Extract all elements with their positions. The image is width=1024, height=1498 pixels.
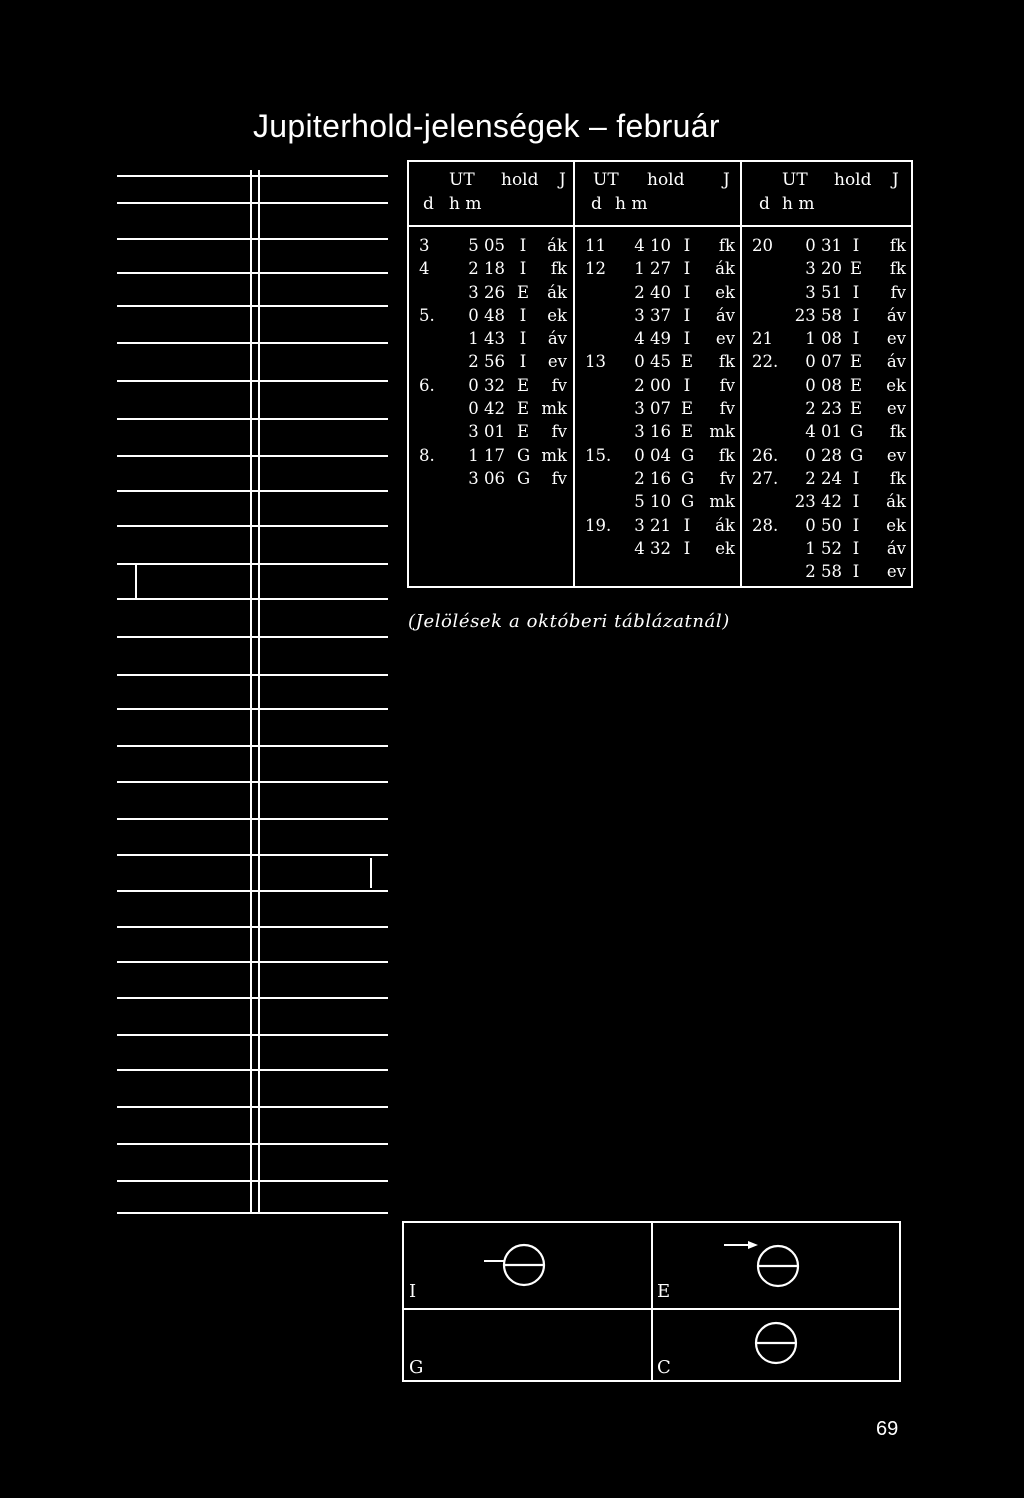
table-row <box>409 257 573 280</box>
day-cell: 27. <box>752 468 779 488</box>
moon-cell: G <box>850 422 864 442</box>
phenomenon-cell: ev <box>715 329 735 349</box>
margin-rule-vertical <box>135 565 137 600</box>
phenomenon-cell: fv <box>890 282 906 302</box>
header-hm: h m <box>615 194 648 214</box>
time-cell: 0 42 <box>468 399 505 419</box>
time-cell: 3 07 <box>634 399 671 419</box>
margin-rule-line <box>117 202 388 204</box>
day-cell: 26. <box>752 445 779 465</box>
moon-cell: I <box>852 492 860 512</box>
margin-rule-line <box>117 598 388 600</box>
header-ut: UT <box>782 170 808 190</box>
moon-cell: I <box>852 538 860 558</box>
header-ut: UT <box>593 170 619 190</box>
table-row <box>742 444 912 467</box>
page-title: Jupiterhold-jelenségek – február <box>253 108 720 144</box>
table-row <box>575 281 740 304</box>
phenomenon-cell: ev <box>547 352 567 372</box>
day-cell: 20 <box>752 236 773 255</box>
margin-rule-line <box>117 926 388 928</box>
table-row <box>575 374 740 397</box>
margin-rule-line <box>117 1106 388 1108</box>
phenomenon-cell: fk <box>718 445 735 465</box>
phenomenon-cell: fk <box>889 259 906 279</box>
phenomenon-cell: ev <box>886 562 906 582</box>
day-cell: 11 <box>585 236 606 255</box>
table-row <box>575 234 740 257</box>
time-cell: 3 26 <box>468 282 505 302</box>
table-row <box>742 420 912 443</box>
margin-rule-vertical <box>370 858 372 888</box>
header-j: J <box>892 170 899 190</box>
margin-rule-line <box>117 1034 388 1036</box>
time-cell: 0 31 <box>805 236 842 255</box>
margin-rule-line <box>117 854 388 856</box>
moon-cell: I <box>683 305 691 325</box>
time-cell: 1 27 <box>634 259 671 279</box>
moon-cell: I <box>852 305 860 325</box>
time-cell: 2 00 <box>634 375 671 395</box>
time-cell: 0 28 <box>805 445 842 465</box>
time-cell: 23 58 <box>794 305 842 325</box>
moon-cell: I <box>683 515 691 535</box>
header-hold: hold <box>834 170 872 190</box>
time-cell: 4 32 <box>634 538 671 558</box>
phenomenon-cell: fv <box>719 375 735 395</box>
margin-rule-line <box>117 636 388 638</box>
moon-cell: I <box>519 352 527 372</box>
phenomenon-cell: áv <box>547 329 567 349</box>
margin-rule-line <box>117 272 388 274</box>
time-cell: 0 04 <box>634 445 671 465</box>
day-cell: 3 <box>419 236 430 255</box>
table-row <box>575 397 740 420</box>
moon-cell: E <box>681 422 694 442</box>
legend-label-e: E <box>657 1281 671 1302</box>
phenomenon-cell: fk <box>550 259 567 279</box>
phenomenon-cell: ek <box>715 282 735 302</box>
table-row <box>742 560 912 583</box>
phenomenon-cell: fk <box>889 422 906 442</box>
table-row <box>409 374 573 397</box>
time-cell: 4 10 <box>634 236 671 255</box>
table-row <box>409 350 573 373</box>
margin-rule-line <box>117 455 388 457</box>
jupiter-moon-left-icon <box>484 1241 554 1301</box>
phenomenon-cell: fv <box>551 422 567 442</box>
phenomenon-cell: mk <box>709 492 735 512</box>
margin-rule-line <box>117 525 388 527</box>
margin-rule-line <box>117 238 388 240</box>
phenomenon-cell: ák <box>715 515 735 535</box>
phenomenon-cell: mk <box>541 445 567 465</box>
jupiter-moon-arrow-icon <box>724 1239 804 1301</box>
table-row <box>742 281 912 304</box>
time-cell: 3 16 <box>634 422 671 442</box>
moon-cell: I <box>683 259 691 279</box>
table-row <box>742 350 912 373</box>
table-row <box>575 444 740 467</box>
day-cell: 22. <box>752 352 779 372</box>
time-cell: 2 58 <box>805 562 842 582</box>
margin-rule-line <box>117 890 388 892</box>
phenomenon-cell: ák <box>547 236 567 255</box>
moon-cell: I <box>852 562 860 582</box>
margin-rule-line <box>117 674 388 676</box>
table-row <box>575 537 740 560</box>
phenomenon-cell: ák <box>547 282 567 302</box>
table-row <box>575 467 740 490</box>
table-row <box>409 420 573 443</box>
moon-cell: I <box>519 305 527 325</box>
table-column <box>575 162 740 586</box>
header-j: J <box>723 170 730 190</box>
header-d: d <box>591 194 602 214</box>
time-cell: 0 08 <box>805 375 842 395</box>
table-row <box>742 257 912 280</box>
moon-cell: G <box>517 468 531 488</box>
time-cell: 0 48 <box>468 305 505 325</box>
time-cell: 0 07 <box>805 352 842 372</box>
time-cell: 1 43 <box>468 329 505 349</box>
legend-label-g: G <box>409 1357 424 1378</box>
margin-rule-line <box>117 961 388 963</box>
table-row <box>575 490 740 513</box>
phenomenon-cell: ák <box>715 259 735 279</box>
phenomenon-cell: ek <box>886 515 906 535</box>
phenomenon-cell: áv <box>886 305 906 325</box>
time-cell: 3 37 <box>634 305 671 325</box>
time-cell: 1 17 <box>468 445 505 465</box>
header-d: d <box>423 194 434 214</box>
table-row <box>742 514 912 537</box>
phenomenon-cell: ek <box>715 538 735 558</box>
margin-rule-line <box>117 745 388 747</box>
margin-rule-line <box>117 342 388 344</box>
table-column <box>409 162 573 586</box>
legend-diagram <box>402 1221 901 1382</box>
moon-cell: I <box>683 236 691 255</box>
margin-rule-line <box>117 781 388 783</box>
time-cell: 4 49 <box>634 329 671 349</box>
phenomenon-cell: mk <box>541 399 567 419</box>
table-row <box>575 420 740 443</box>
table-row <box>575 257 740 280</box>
phenomenon-cell: ek <box>886 375 906 395</box>
day-cell: 13 <box>585 352 606 372</box>
phenomenon-cell: ev <box>886 445 906 465</box>
table-row <box>409 397 573 420</box>
moon-cell: E <box>517 375 530 395</box>
margin-rule-line <box>117 818 388 820</box>
time-cell: 5 05 <box>468 236 505 255</box>
phenomenon-cell: fv <box>719 468 735 488</box>
phenomenon-cell: mk <box>709 422 735 442</box>
time-cell: 0 45 <box>634 352 671 372</box>
time-cell: 2 23 <box>805 399 842 419</box>
table-row <box>742 374 912 397</box>
jupiter-disk-icon <box>744 1319 804 1369</box>
time-cell: 3 06 <box>468 468 505 488</box>
table-row <box>742 490 912 513</box>
phenomenon-cell: ev <box>886 329 906 349</box>
moon-cell: I <box>519 259 527 279</box>
moon-cell: E <box>681 352 694 372</box>
table-row <box>575 514 740 537</box>
phenomena-table <box>407 160 913 588</box>
time-cell: 2 16 <box>634 468 671 488</box>
phenomenon-cell: ev <box>886 399 906 419</box>
moon-cell: I <box>852 468 860 488</box>
phenomenon-cell: ák <box>886 492 906 512</box>
moon-cell: I <box>519 236 527 255</box>
margin-rule-vertical <box>258 170 260 1212</box>
moon-cell: I <box>852 282 860 302</box>
day-cell: 12 <box>585 259 606 279</box>
time-cell: 1 52 <box>805 538 842 558</box>
time-cell: 5 10 <box>634 492 671 512</box>
margin-rule-line <box>117 418 388 420</box>
table-row <box>742 304 912 327</box>
phenomenon-cell: áv <box>886 352 906 372</box>
moon-cell: I <box>683 282 691 302</box>
time-cell: 3 01 <box>468 422 505 442</box>
time-cell: 3 20 <box>805 259 842 279</box>
table-row <box>742 537 912 560</box>
time-cell: 3 51 <box>805 282 842 302</box>
margin-rule-line <box>117 1180 388 1182</box>
day-cell: 4 <box>419 259 430 279</box>
margin-rule-line <box>117 997 388 999</box>
table-row <box>409 467 573 490</box>
phenomenon-cell: áv <box>886 538 906 558</box>
time-cell: 2 56 <box>468 352 505 372</box>
day-cell: 21 <box>752 329 773 349</box>
day-cell: 28. <box>752 515 779 535</box>
header-hold: hold <box>501 170 539 190</box>
phenomenon-cell: áv <box>715 305 735 325</box>
phenomenon-cell: fv <box>551 375 567 395</box>
table-row <box>409 234 573 257</box>
moon-cell: I <box>852 329 860 349</box>
header-ut: UT <box>449 170 475 190</box>
moon-cell: E <box>850 259 863 279</box>
table-row <box>575 327 740 350</box>
table-row <box>742 467 912 490</box>
time-cell: 2 24 <box>805 468 842 488</box>
phenomenon-cell: fk <box>889 236 906 255</box>
moon-cell: G <box>850 445 864 465</box>
day-cell: 19. <box>585 515 612 535</box>
margin-rule-line <box>117 708 388 710</box>
day-cell: 8. <box>419 445 435 465</box>
header-hm: h m <box>449 194 482 214</box>
margin-rule-line <box>117 1069 388 1071</box>
time-cell: 0 50 <box>805 515 842 535</box>
margin-rule-line <box>117 305 388 307</box>
margin-rule-line <box>117 175 388 177</box>
legend-label-i: I <box>409 1281 417 1302</box>
phenomenon-cell: ek <box>547 305 567 325</box>
time-cell: 3 21 <box>634 515 671 535</box>
table-row <box>409 281 573 304</box>
page-number: 69 <box>876 1418 899 1440</box>
moon-cell: I <box>683 375 691 395</box>
margin-rule-line <box>117 1143 388 1145</box>
margin-rule-line <box>117 490 388 492</box>
notation-note: (Jelölések a októberi táblázatnál) <box>408 611 730 632</box>
moon-cell: G <box>517 445 531 465</box>
moon-cell: E <box>517 282 530 302</box>
phenomenon-cell: fk <box>889 468 906 488</box>
phenomenon-cell: fk <box>718 352 735 372</box>
table-row <box>575 350 740 373</box>
table-row <box>742 397 912 420</box>
table-row <box>409 304 573 327</box>
day-cell: 5. <box>419 305 435 325</box>
table-row <box>409 444 573 467</box>
moon-cell: G <box>681 445 695 465</box>
time-cell: 23 42 <box>794 492 842 512</box>
day-cell: 15. <box>585 445 612 465</box>
moon-cell: E <box>850 352 863 372</box>
moon-cell: E <box>517 422 530 442</box>
header-hold: hold <box>647 170 685 190</box>
moon-cell: E <box>681 399 694 419</box>
moon-cell: G <box>681 468 695 488</box>
moon-cell: E <box>850 375 863 395</box>
header-hm: h m <box>782 194 815 214</box>
table-column <box>742 162 912 586</box>
moon-cell: G <box>681 492 695 512</box>
time-cell: 4 01 <box>805 422 842 442</box>
margin-ruling <box>0 0 400 1220</box>
legend-label-c: C <box>657 1357 671 1378</box>
table-row <box>409 327 573 350</box>
time-cell: 0 32 <box>468 375 505 395</box>
phenomenon-cell: fk <box>718 236 735 255</box>
moon-cell: I <box>519 329 527 349</box>
phenomenon-cell: fv <box>719 399 735 419</box>
table-row <box>742 327 912 350</box>
day-cell: 6. <box>419 375 435 395</box>
moon-cell: E <box>850 399 863 419</box>
legend-divider-horizontal <box>404 1308 899 1310</box>
time-cell: 2 18 <box>468 259 505 279</box>
margin-rule-line <box>117 1212 388 1214</box>
legend-divider-vertical <box>651 1223 653 1380</box>
phenomenon-cell: fv <box>551 468 567 488</box>
moon-cell: I <box>852 236 860 255</box>
margin-rule-line <box>117 380 388 382</box>
table-row <box>575 304 740 327</box>
moon-cell: I <box>683 538 691 558</box>
header-d: d <box>759 194 770 214</box>
time-cell: 2 40 <box>634 282 671 302</box>
time-cell: 1 08 <box>805 329 842 349</box>
moon-cell: I <box>683 329 691 349</box>
moon-cell: I <box>852 515 860 535</box>
margin-rule-line <box>117 563 388 565</box>
header-j: J <box>559 170 566 190</box>
moon-cell: E <box>517 399 530 419</box>
table-row <box>742 234 912 257</box>
margin-rule-vertical <box>250 170 252 1212</box>
